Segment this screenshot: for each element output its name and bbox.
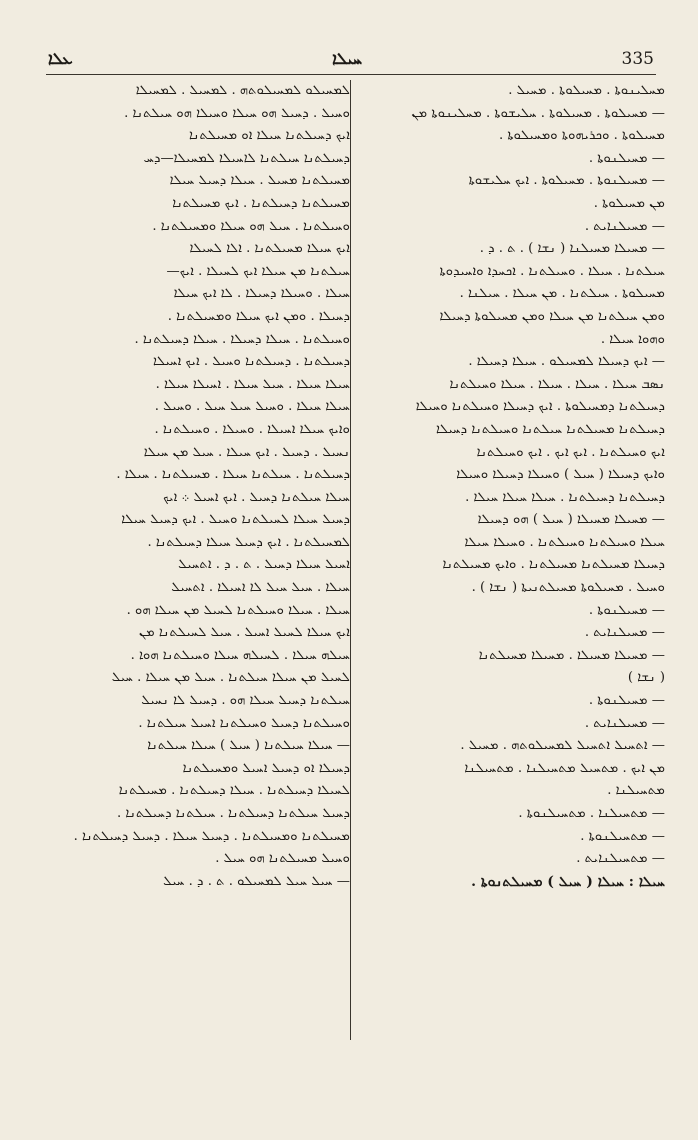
text-line: ܡܢ ܡܚܝܠܘܬܐ . <box>593 195 665 211</box>
text-line: ܚܝܠܐ : ܚܝܠܐ ( ܚܝܠ ) ܡܚܝܠܬܢܘܬܐ . <box>471 873 665 890</box>
text-line: ܕܚܝܠܬܢܐ ܡܚܝܠܬܢܐ ܚܝܠܬܢܐ ܘܚܝܠܬܢܐ ܕܚܝܠܐ <box>435 421 665 437</box>
text-line: — ܚܝܠ ܚܝܠ ܠܡܚܝܠܘ . ܬ . ܕ . ܚܝܠ <box>163 873 350 889</box>
text-line: ܠܡܚܝܠܘ ܠܡܚܝܠܘܬܗ . ܠܡܚܝܠ . ܠܡܚܝܠܐ <box>135 83 350 98</box>
column-divider <box>350 80 351 1040</box>
text-line: — ܐܝܟ ܕܚܝܠܐ ܠܡܚܝܠܘ . ܚܝܠܐ ܕܚܝܠܐ . <box>468 354 665 370</box>
text-line: ( ܢܫܐ ) <box>627 670 665 686</box>
text-line: — ܡܬܚܝܠܢܐ . ܡܬܚܝܠܢܘܬܐ . <box>518 806 665 821</box>
text-line: ܐܚܝܠ ܚܝܠܐ ܕܚܝܠ . ܬ . ܕ . ܐܬܚܝܠ <box>178 557 350 573</box>
text-line: ܡܬܚܝܠܢܐ . <box>607 783 665 799</box>
text-line: ܚܝܠܗ ܚܝܠܐ . ܠܚܝܠܗ ܚܝܠܐ ܘܚܝܠܬܢܐ ܗܘܐ . <box>130 647 350 663</box>
page-number: 335 <box>621 49 654 69</box>
text-line: ܕܚܝܠܬܢܐ ܕܚܝܠܬܢܐ . ܚܝܠܐ ܚܝܠܐ ܚܝܠܐ . <box>465 489 665 505</box>
text-line: ܐܝܟ ܕܚܝܠܬܢܐ ܚܝܠܐ ܐܘ ܡܚܝܠܬܢܐ <box>188 128 350 144</box>
text-line: ܘܐܝܟ ܚܝܠܐ ܐܚܝܠܐ . ܘܚܝܠܐ . ܘܚܝܠܬܢܐ . <box>154 421 350 437</box>
text-line: ܕܚܝܠܬܢܐ . ܕܚܝܠܬܢܐ ܘܚܝܠ . ܐܝܟ ܐܚܝܠܐ <box>152 354 350 370</box>
text-line: ܡܚܝܠܘܬܐ . ܘܟܪܝܗܘܬܐ ܘܡܚܝܠܘܬܐ . <box>498 128 665 144</box>
text-line: ܚܝܠܐ . ܚܝܠܐ ܘܚܝܠܬܢܐ ܠܚܝܠ ܡܢ ܚܝܠܐ ܗܘ . <box>126 602 350 618</box>
text-line: ܚܝܠܐ ܚܝܠܐ . ܘܚܝܠ ܚܝܠ ܚܝܠ . ܘܚܝܠ . <box>154 399 350 415</box>
text-line: ܡܚܠܝܢܘܬܐ . ܡܚܝܠܘܬܐ . ܡܚܝܠ . <box>508 83 665 98</box>
text-line: ܠܚܝܠ ܡܢ ܚܝܠܐ ܚܝܠܬܢܐ . ܚܝܠ ܡܢ ܚܝܠܐ . ܚܝܠ <box>111 670 350 686</box>
text-line: — ܡܚܝܠܢܘܬܐ . ܡܚܝܠܘܬܐ . ܐܝܟ ܚܠܝܫܘܬܐ <box>468 173 665 189</box>
text-line: ܠܚܝܠܐ ܕܚܝܠܬܢܐ . ܚܝܠܐ ܕܚܝܠܬܢܐ . ܡܚܝܠܬܢܐ <box>118 783 350 799</box>
text-line: ܡܚܝܠܬܢܐ ܡܚܝܠ . ܚܝܠܐ ܕܚܝܠ ܚܝܠܐ <box>169 173 350 189</box>
text-line: — ܡܚܝܠܐ ܡܚܝܠܢܐ ( ܢܫܐ ) . ܬ . ܕ . <box>479 241 665 257</box>
text-line: — ܐܬܚܝܠ ܐܬܚܝܠ ܠܡܚܝܠܘܬܗ . ܡܚܝܠ . <box>460 738 665 754</box>
text-line: ܐܝܟ ܚܝܠܐ ܡܚܝܠܬܢܐ . ܐܠܐ ܠܚܝܠܐ <box>189 241 350 257</box>
header-rule <box>46 74 656 75</box>
left-column <box>40 80 350 893</box>
text-line: ܚܝܠܐ ܚܝܠܬܢܐ ܕܚܝܠ . ܐܝܟ ܐܚܝܠ ܀ ܐܝܟ <box>163 489 350 505</box>
text-line: — ܡܚܝܠܢܐܝܬ . <box>584 218 665 234</box>
text-line: ܐܝܟ ܘܚܝܠܬܢܐ . ܐܝܟ ܐܝܟ . ܐܝܟ ܘܚܝܠܬܢܐ <box>476 444 665 460</box>
text-line: ܢܣܒ ܚܝܠܐ . ܚܝܠܐ . ܚܝܠܐ . ܚܝܠܐ ܘܚܝܠܬܢܐ <box>449 376 665 392</box>
text-line: ܚܝܠܬܢܐ ܕܚܝܠ ܚܝܠܐ ܗܘ . ܕܚܝܠ ܠܐ ܢܚܝܠ <box>141 693 350 709</box>
text-line: ܘܚܝܠܬܢܐ . ܚܝܠ ܗܘ ܚܝܠܐ ܘܡܚܝܠܬܢܐ . <box>152 218 350 234</box>
text-line: ܕܚܝܠܬܢܐ ܚܝܠܬܢܐ ܠܐܚܝܠܐ ܠܡܚܝܠܐ—ܕܚ <box>143 150 350 166</box>
right-column <box>355 80 665 893</box>
text-line: ܚܝܠܐ ܚܝܠܐ . ܚܝܠ ܚܝܠܐ . ܐܚܝܠܐ ܚܝܠܐ . <box>155 376 350 392</box>
text-line: ܕܚܝܠܐ . ܘܡܢ ܐܝܟ ܚܝܠܐ ܘܡܚܝܠܬܢܐ . <box>167 308 350 324</box>
text-line: ܐܝܟ ܚܝܠܐ ܠܚܝܠ ܐܚܝܠ . ܚܝܠ ܠܚܝܠܬܢܐ ܡܢ <box>138 625 350 641</box>
text-line: ܡܚܝܠܬܢܐ ܘܡܚܝܠܬܢܐ . ܕܚܝܠ ܚܝܠܐ . ܕܚܝܠ ܕܚܝܠܬܢܐ . <box>73 828 350 844</box>
text-line: ܘܡܢ ܚܝܠܬܢܐ ܡܢ ܚܝܠܐ ܘܡܢ ܡܚܝܠܘܬܐ ܕܚܝܠܐ <box>439 308 665 324</box>
text-line: ܘܗܘܐ ܚܝܠܐ . <box>600 331 665 347</box>
text-line: — ܡܚܝܠܢܐܝܬ . <box>584 625 665 641</box>
text-line: ܕܚܝܠܐ ܡܚܝܠܬܢܐ ܡܚܝܠܬܢܐ . ܘܐܝܟ ܡܚܝܠܬܢܐ <box>442 557 665 573</box>
text-line: ܡܚܝܠܘܬܐ . ܚܝܠܬܢܐ . ܡܢ ܚܝܠܐ . ܚܝܠܢܐ . <box>459 286 665 302</box>
text-line: ܕܚܝܠܬܢܐ ܕܡܚܝܠܘܬܐ . ܐܝܟ ܕܚܝܠܐ ܘܚܝܠܬܢܐ ܘܚܝܠܐ <box>415 399 665 415</box>
text-line: ܡܢ ܐܝܟ . ܡܬܚܝܠ ܡܬܚܝܠܢܐ . ܡܬܚܝܠܢܐ <box>464 760 665 776</box>
text-line: ܚܝܠܬܢܐ ܡܢ ܚܝܠܐ ܐܝܟ ܠܚܝܠܐ . ܐܝܟ— <box>166 263 350 279</box>
text-line: ܚܝܠܐ ܘܚܝܠܬܢܐ ܘܚܝܠܬܢܐ . ܘܚܝܠܐ ܚܝܠܐ <box>464 534 665 550</box>
page-header <box>48 46 654 72</box>
text-line: ܘܚܝܠ . ܡܚܝܠܘܬܐ ܡܚܝܠܬܢܝܬܐ ( ܢܫܐ ) . <box>471 580 665 596</box>
text-line: — ܡܚܝܠܢܘܬܐ . <box>588 602 665 618</box>
text-line: — ܡܬܚܝܠܢܘܬܐ . <box>580 828 665 844</box>
header-center-word: ܚܝܠܐ <box>332 49 363 68</box>
text-line: ܠܡܚܝܠܬܢܐ . ܐܝܟ ܕܚܝܠ ܚܝܠܐ ܕܚܝܠܬܢܐ . <box>147 534 350 550</box>
text-line: — ܡܚܝܠܐ ܡܚܝܠܐ . ܡܚܝܠܐ ܡܚܝܠܬܢܐ <box>478 647 665 663</box>
text-line: — ܡܬܚܝܠܢܐܝܬ . <box>576 851 665 867</box>
text-line: ܘܚܝܠܬܢܐ ܕܚܝܠ ܘܚܝܠܬܢܐ ܐܚܝܠ ܚܝܠܬܢܐ . <box>138 715 350 731</box>
text-line: — ܡܚܝܠܢܘܬܐ . <box>588 150 665 166</box>
text-line: ܡܚܝܠܬܢܐ ܕܚܝܠܬܢܐ . ܐܝܟ ܡܚܝܠܬܢܐ <box>172 195 350 211</box>
text-line: — ܡܚܝܠܐ ܡܚܝܠܐ ( ܚܝܠ ) ܗܘ ܕܚܝܠܐ <box>477 512 665 528</box>
text-line: — ܚܝܠܐ ܚܝܠܬܢܐ ( ܚܝܠ ) ܚܝܠܐ ܚܝܠܬܢܐ <box>147 738 350 754</box>
text-line: ܢܚܝܠ . ܕܚܝܠ . ܐܝܟ ܚܝܠܐ . ܚܝܠ ܡܢ ܚܝܠܐ <box>143 444 350 460</box>
text-line: ܚܝܠܬܢܐ . ܚܝܠܐ . ܘܚܝܠܬܢܐ . ܐܟܚܕܐ ܘܐܚܝܕܘܬܐ <box>439 263 665 279</box>
text-line: ܘܚܝܠ ܡܚܝܠܬܢܐ ܗܘ ܚܝܠ . <box>215 851 350 867</box>
text-line: — ܡܚܝܠܢܐܝܬ . <box>584 715 665 731</box>
header-left-word: ܥܠܐ <box>48 49 73 68</box>
text-line: ܘܚܝܠܬܢܐ . ܚܝܠܐ ܕܚܝܠܐ . ܚܝܠܐ ܕܚܝܠܬܢܐ . <box>134 331 350 347</box>
text-line: — ܡܚܝܠܘܬܐ . ܡܚܝܠܘܬܐ . ܚܠܝܫܘܬܐ . ܡܚܠܝܢܘܬܐ ܡܢ <box>411 105 665 121</box>
text-line: ܘܐܝܟ ܕܚܝܠܐ ( ܚܝܠ ) ܘܚܝܠܐ ܕܚܝܠܐ ܘܚܝܠܐ <box>456 467 665 483</box>
text-line: — ܡܚܝܠܢܘܬܐ . <box>588 693 665 709</box>
text-line: ܚܝܠܐ . ܘܚܝܠܐ ܕܚܝܠܐ . ܠܐ ܐܝܟ ܚܝܠܐ <box>173 286 350 302</box>
text-line: ܕܚܝܠ ܚܝܠܬܢܐ ܕܚܝܠܬܢܐ . ܚܝܠܬܢܐ ܕܚܝܠܬܢܐ . <box>117 806 350 821</box>
text-line: ܚܝܠܐ . ܚܝܠ ܚܝܠ ܠܐ ܐܚܝܠܐ . ܐܬܚܝܠ <box>171 580 350 596</box>
text-line: ܘܚܝܠ . ܕܚܝܠ ܗܘ ܚܝܠܐ ܘܚܝܠܐ ܗܘ ܚܝܠܬܢܐ . <box>124 105 350 121</box>
text-line: ܕܚܝܠܐ ܐܘ ܕܚܝܠ ܐܚܝܠ ܘܡܚܝܠܬܢܐ <box>182 760 350 776</box>
text-line: ܕܚܝܠ ܚܝܠܐ ܠܚܝܠܬܢܐ ܘܚܝܠ . ܐܝܟ ܕܚܝܠ ܚܝܠܐ <box>121 512 350 528</box>
text-line: ܕܚܝܠܬܢܐ . ܚܝܠܬܢܐ ܚܝܠܐ . ܡܚܝܠܬܢܐ . ܚܝܠܐ . <box>116 467 350 483</box>
